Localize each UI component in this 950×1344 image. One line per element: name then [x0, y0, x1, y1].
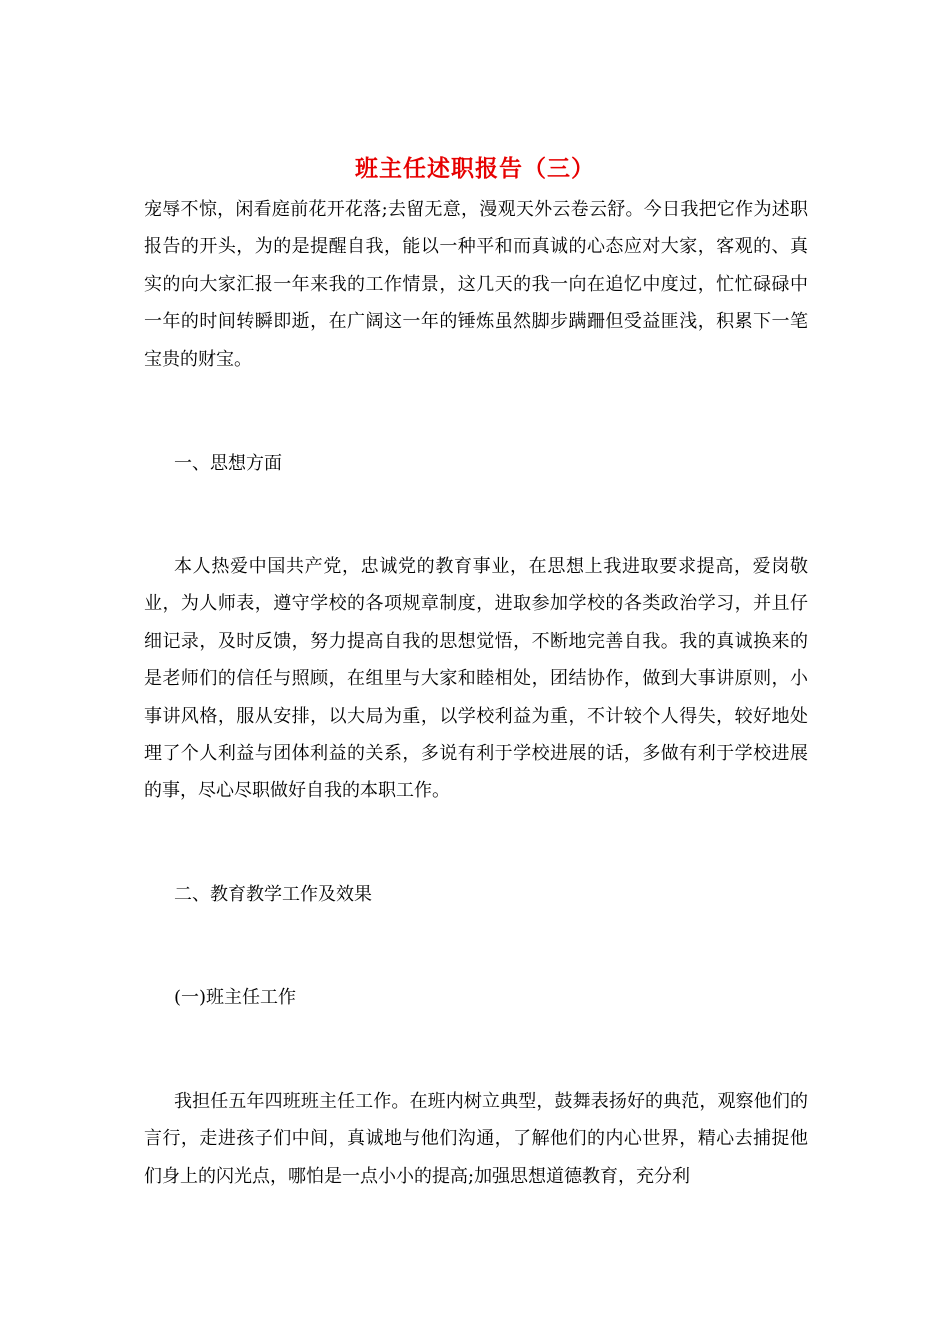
section-heading-thought: 一、思想方面: [174, 453, 282, 474]
document-title: 班主任述职报告（三）: [355, 155, 595, 182]
intro-paragraph: 宠辱不惊，闲看庭前花开花落;去留无意，漫观天外云卷云舒。今日我把它作为述职报告的开头，为的是提醒自我，能以一种平和而真诚的心态应对大家，客观的、真实的向大家汇报一年来我的工作情景，这几天的我一向在追忆中度过，忙忙碌碌中一年的时间转瞬即逝，在广阔这一年的锤炼虽然脚步蹒跚但受益匪浅，积累下一笔宝贵的财宝。: [144, 199, 808, 370]
section-heading-teaching: 二、教育教学工作及效果: [174, 884, 372, 905]
section-body-thought: 本人热爱中国共产党，忠诚党的教育事业，在思想上我进取要求提高，爱岗敬业，为人师表，遵守学校的各项规章制度，进取参加学校的各类政治学习，并且仔细记录，及时反馈，努力提高自我的思想觉悟，不断地完善自我。我的真诚换来的是老师们的信任与照顾，在组里与大家和睦相处，团结协作，做到大事讲原则，小事讲风格，服从安排，以大局为重，以学校利益为重，不计较个人得失，较好地处理了个人利益与团体利益的关系，多说有利于学校进展的话，多做有利于学校进展的事，尽心尽职做好自我的本职工作。: [144, 556, 808, 802]
subsection-heading-class-teacher: (一)班主任工作: [174, 987, 297, 1008]
subsection-body-class-teacher: 我担任五年四班班主任工作。在班内树立典型，鼓舞表扬好的典范，观察他们的言行，走进孩子们中间，真诚地与他们沟通，了解他们的内心世界，精心去捕捉他们身上的闪光点，哪怕是一点小小的提高;加强思想道德教育，充分利: [144, 1091, 808, 1187]
